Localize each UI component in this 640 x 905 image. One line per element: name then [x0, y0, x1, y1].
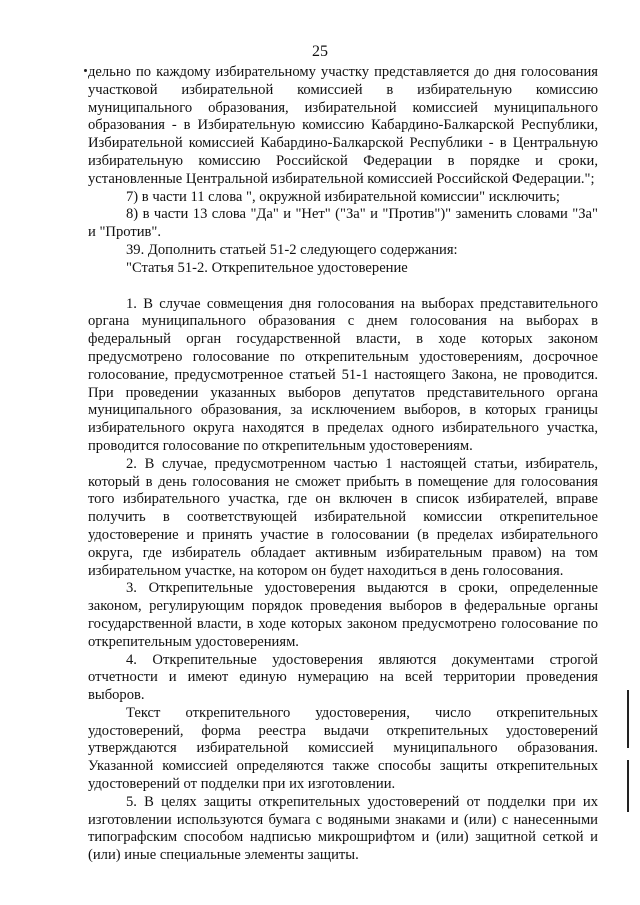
paragraph-part-5: 5. В целях защиты открепительных удостоверений от подделки при их изготовлении используются бумага с водяными знаками и (или) с нанесенными типографским способом надписью микрошрифтом и (или) защитной сеткой и (или) иные специальные элементы защиты. [88, 793, 598, 864]
scan-edge-mark [627, 690, 629, 748]
document-body [88, 64, 598, 865]
scan-edge-mark [627, 760, 629, 812]
paragraph-item-8: 8) в части 13 слова "Да" и "Нет" ("За" и "Против")" заменить словами "За" и "Против". [88, 206, 598, 241]
paragraph-continuation: дельно по каждому избирательному участку представляется до дня голосования участковой избирательной комиссией в избирательную комиссию муниципального образования, избирательной комиссией муниципального образования - в Избирательную комиссию Кабардино-Балкарской Республики, Избирательной комиссией Кабардино-Балкарской Республики - в Центральную избирательную комиссию Российской Федерации в порядке и сроки, установленные Центральной избирательной комиссией Российской Федерации."; [88, 64, 598, 187]
paragraph-part-4: 4. Открепительные удостоверения являются документами строгой отчетности и имеют единую нумерацию на всей территории проведения выборов. [88, 651, 598, 704]
page-number: 25 [312, 43, 328, 60]
article-title: "Статья 51-2. Открепительное удостоверение [126, 259, 408, 276]
paragraph-part-2: 2. В случае, предусмотренном частью 1 настоящей статьи, избиратель, который в день голосования не сможет прибыть в помещение для голосования того избирательного участка, где он включен в список избирателей, вправе получить в соответствующей избирательной комиссии открепительное удостоверение и принять участие в голосовании (в пределах избирательного округа, где избиратель обладает активным избирательным правом) на том избирательном участке, на котором он будет находиться в день голосования. [88, 455, 598, 579]
paragraph-item-7: 7) в части 11 слова ", окружной избирательной комиссии" исключить; [126, 188, 560, 205]
paragraph-item-39: 39. Дополнить статьей 51-2 следующего содержания: [126, 241, 458, 258]
paragraph-part-4-continued: Текст открепительного удостоверения, число открепительных удостоверений, форма реестра выдачи открепительных удостоверений утверждаются избирательной комиссией муниципального образования. Указанной комиссией определяются также способы защиты открепительных удостоверений от подделки при их изготовлении. [88, 704, 598, 793]
scan-speck [84, 69, 87, 72]
paragraph-part-1: 1. В случае совмещения дня голосования на выборах представительного органа муниципального образования с днем голосования на выборах в федеральный орган государственной власти, в ходе которых законом предусмотрено голосование по открепительным удостоверениям, досрочное голосование, предусмотренное статьей 51-1 настоящего Закона, не проводится. При проведении указанных выборов депутатов представительного органа муниципального образования, за исключением выборов, в которых границы избирательного округа находятся в пределах одного избирательного участка, проводится голосование по открепительным удостоверениям. [88, 295, 598, 454]
paragraph-part-3: 3. Открепительные удостоверения выдаются в сроки, определенные законом, регулирующим порядок проведения выборов в федеральные органы государственной власти, в ходе которых законом предусмотрено голосование по открепительным удостоверениям. [88, 580, 598, 650]
